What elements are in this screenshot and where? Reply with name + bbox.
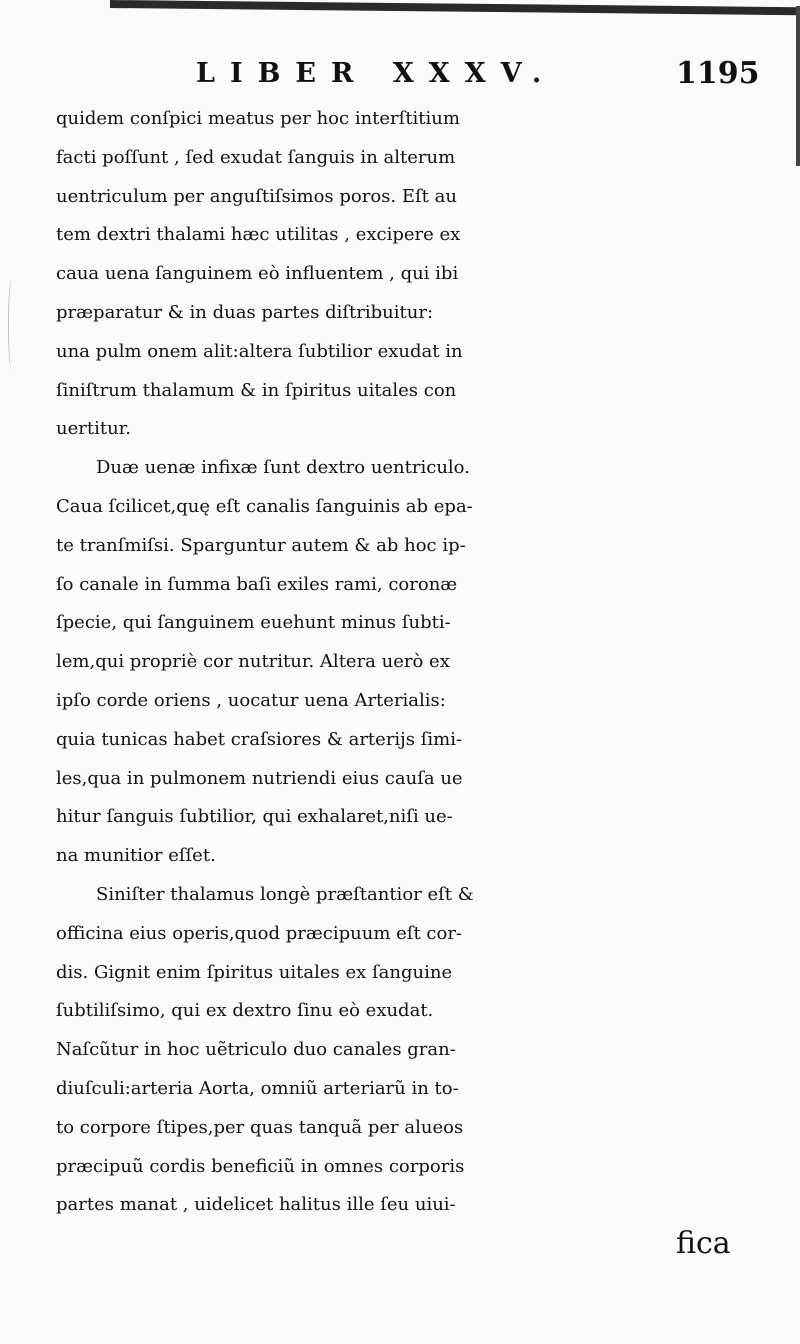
text-line: na munitior eſſet. bbox=[56, 845, 216, 867]
text-line: uertitur. bbox=[56, 418, 132, 440]
text-line: uentriculum per anguſtiſsimos poros. Eſt au bbox=[56, 185, 457, 207]
text-line: Naſcũtur in hoc uẽtriculo duo canales gran- bbox=[56, 1039, 456, 1061]
text-line: quidem conſpici meatus per hoc interſtitium bbox=[56, 108, 460, 129]
text-line: Caua ſcilicet,quę eſt canalis ſanguinis ab epa- bbox=[56, 495, 473, 517]
text-line: facti poſſunt , ſed exudat ſanguis in alterum bbox=[56, 146, 456, 168]
text-line: diuſculi:arteria Aorta, omniũ arteriarũ in to- bbox=[56, 1077, 459, 1099]
text-line: partes manat , uidelicet halitus ille ſeu uiui- bbox=[56, 1194, 456, 1216]
text-line: Duæ uenæ infixæ ſunt dextro uentriculo. bbox=[96, 457, 470, 479]
text-line: dis. Gignit enim ſpiritus uitales ex ſanguine bbox=[56, 961, 453, 983]
text-line: una pulm onem alit:altera ſubtilior exudat in bbox=[56, 340, 463, 362]
running-title: LIBER XXXV. bbox=[196, 58, 557, 89]
text-line: præparatur & in duas partes diſtribuitur: bbox=[56, 301, 434, 323]
text-line: les,qua in pulmonem nutriendi eius cauſa ue bbox=[56, 767, 463, 789]
text-line: caua uena ſanguinem eò influentem , qui ibi bbox=[56, 263, 459, 285]
text-line: tem dextri thalami hæc utilitas , excipere ex bbox=[56, 224, 461, 246]
text-line: ſpecie, qui ſanguinem euehunt minus ſubti- bbox=[56, 612, 451, 634]
text-line: to corpore ſtipes,per quas tanquã per alueos bbox=[56, 1116, 464, 1138]
text-line: quia tunicas habet craſsiores & arterijs ſimi- bbox=[56, 728, 463, 750]
text-line: Siniſter thalamus longè præſtantior eſt & bbox=[96, 883, 474, 905]
text-line: officina eius operis,quod præcipuum eſt cor- bbox=[56, 922, 463, 944]
text-line: lem,qui propriè cor nutritur. Altera uerò ex bbox=[56, 651, 450, 673]
text-line: ſo canale in ſumma baſi exiles rami, coronæ bbox=[56, 573, 458, 595]
running-header bbox=[0, 58, 800, 98]
page-number: 1195 bbox=[676, 56, 760, 91]
text-line: ipſo corde oriens , uocatur uena Arterialis: bbox=[56, 689, 446, 711]
margin-stain bbox=[8, 280, 15, 370]
catchword: fica bbox=[676, 1226, 731, 1262]
text-line: ſubtiliſsimo, qui ex dextro ſinu eò exudat. bbox=[56, 1000, 434, 1022]
body-text bbox=[56, 100, 756, 1264]
text-line: te tranſmiſsi. Sparguntur autem & ab hoc ip- bbox=[56, 534, 466, 556]
text-line: ſiniſtrum thalamum & in ſpiritus uitales con bbox=[56, 379, 457, 401]
page-edge-shadow bbox=[110, 0, 800, 15]
text-line: præcipuũ cordis beneficiũ in omnes corporis bbox=[56, 1155, 465, 1177]
text-line: hitur ſanguis ſubtilior, qui exhalaret,niſi ue- bbox=[56, 806, 453, 828]
